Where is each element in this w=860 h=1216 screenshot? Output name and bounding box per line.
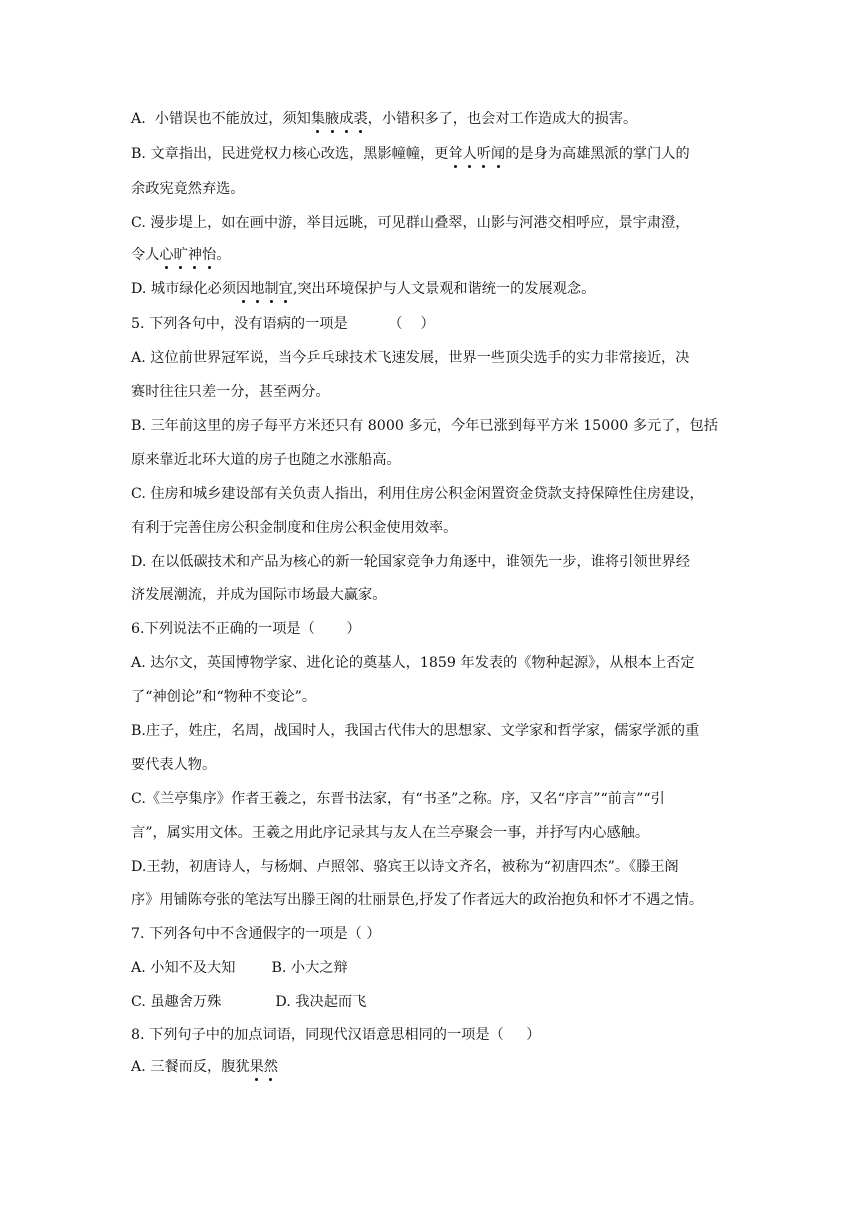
emphasis-dot-char: 果	[249, 1059, 264, 1075]
emphasis-dot-char: 闻	[491, 146, 506, 162]
line-text: D. 在以低碳技术和产品为核心的新一轮国家竞争力角逐中，谁领先一步，谁将引领世界经	[131, 554, 691, 570]
line-text: 赛时往往只差一分，甚至两分。	[131, 384, 330, 400]
text-line	[131, 1025, 736, 1045]
line-text: 有利于完善住房公积金制度和住房公积金使用效率。	[131, 520, 458, 536]
emphasis-dot-char: 耸	[448, 146, 463, 162]
line-text: A. 达尔文，英国博物学家、进化论的奠基人，1859 年发表的《物种起源》，从根本上否定	[131, 655, 695, 671]
line-text: 要代表人物。	[131, 757, 217, 773]
emphasis-dot-char: 人	[462, 146, 477, 162]
emphasized-phrase	[448, 146, 505, 162]
text-line	[131, 382, 736, 402]
text-line	[131, 450, 736, 470]
line-text: B. 三年前这里的房子每平方米还只有 8000 多元，今年已涨到每平方米 15000 多元了，包括	[131, 418, 718, 434]
emphasized-phrase	[311, 111, 368, 127]
line-text: C.《兰亭集序》作者王羲之，东晋书法家，有“书圣”之称。序，又名“序言”“前言”“引	[131, 791, 665, 807]
emphasis-dot-char: 地	[250, 281, 265, 297]
text-line	[131, 314, 736, 334]
line-text: C. 住房和城乡建设部有关负责人指出，利用住房公积金闲置资金贷款支持保障性住房建设，	[131, 486, 704, 502]
text-line	[131, 585, 736, 605]
text-line	[131, 279, 736, 299]
text-line	[131, 518, 736, 538]
line-text: A. 小知不及大知 B. 小大之辩	[131, 960, 348, 976]
emphasis-dot-char: 因	[236, 281, 251, 297]
text-line	[131, 1057, 736, 1077]
text-line	[131, 992, 736, 1012]
emphasis-dot-char: 然	[263, 1059, 278, 1075]
emphasis-dot-char: 心	[159, 247, 174, 263]
emphasis-dot-char: 裘	[353, 111, 368, 127]
text-line	[131, 823, 736, 843]
line-text: B.庄子，姓庄，名周，战国时人，我国古代伟大的思想家、文学家和哲学家，儒家学派的重	[131, 723, 700, 739]
emphasis-dot-char: 听	[476, 146, 491, 162]
text-line	[131, 789, 736, 809]
line-text: 令人	[131, 247, 160, 263]
emphasis-dot-char: 旷	[173, 247, 188, 263]
emphasis-dot-char: 神	[187, 247, 202, 263]
line-text: A. 这位前世界冠军说，当今乒乓球技术飞速发展，世界一些顶尖选手的实力非常接近，决	[131, 350, 690, 366]
line-text: C. 漫步堤上，如在画中游，举目远眺，可见群山叠翠，山影与河港交相呼应，景宇肃澄，	[131, 215, 690, 231]
line-text: 的是身为高雄黑派的掌门人的	[505, 146, 690, 162]
text-line	[131, 687, 736, 707]
text-line	[131, 109, 736, 129]
line-text: 。	[216, 247, 231, 263]
line-text: B. 文章指出，民进党权力核心改选，黑影幢幢，更	[131, 146, 449, 162]
text-line	[131, 179, 736, 199]
emphasis-dot-char: 集	[310, 111, 326, 127]
line-text: C. 虽趣舍万殊 D. 我决起而飞	[131, 994, 367, 1010]
emphasized-phrase	[159, 247, 216, 263]
line-text: ,突出环境保护与人文景观和谐统一的发展观念。	[292, 281, 596, 297]
text-line	[131, 144, 736, 164]
line-text: A. 小错误也不能放过，须知	[131, 111, 311, 127]
line-text: 序》用铺陈夸张的笔法写出滕王阁的壮丽景色,抒发了作者远大的政治抱负和怀才不遇之情。	[131, 892, 704, 908]
text-line	[131, 958, 736, 978]
line-text: 5. 下列各句中，没有语病的一项是 （ ）	[131, 316, 435, 332]
emphasis-dot-char: 宜	[278, 281, 293, 297]
line-text: 原来靠近北环大道的房子也随之水涨船高。	[131, 452, 401, 468]
emphasis-dot-char: 怡	[202, 247, 217, 263]
emphasized-phrase	[250, 1059, 278, 1075]
line-text: ，小错积多了，也会对工作造成大的损害。	[367, 111, 638, 127]
text-line	[131, 890, 736, 910]
emphasis-dot-char: 腋	[325, 111, 340, 127]
text-line	[131, 348, 736, 368]
text-line	[131, 552, 736, 572]
text-line	[131, 416, 736, 436]
text-line	[131, 245, 736, 265]
line-text: 余政宪竟然弃选。	[131, 181, 245, 197]
emphasis-dot-char: 成	[339, 111, 354, 127]
emphasis-dot-char: 制	[264, 281, 279, 297]
text-line	[131, 755, 736, 775]
line-text: 6.下列说法不正确的一项是（ ）	[131, 621, 361, 637]
text-line	[131, 857, 736, 877]
text-line	[131, 721, 736, 741]
line-text: 言”，属实用文体。王羲之用此序记录其与友人在兰亭聚会一事，并抒写内心感触。	[131, 825, 650, 841]
line-text: 7. 下列各句中不含通假字的一项是（ ）	[131, 926, 381, 942]
line-text: D. 城市绿化必须	[131, 281, 237, 297]
text-line	[131, 213, 736, 233]
text-line	[131, 653, 736, 673]
line-text: 了“神创论”和“物种不变论”。	[131, 689, 317, 705]
text-line	[131, 924, 736, 944]
emphasized-phrase	[236, 281, 293, 297]
line-text: 8. 下列句子中的加点词语，同现代汉语意思相同的一项是（ ）	[131, 1027, 541, 1043]
text-line	[131, 484, 736, 504]
text-line	[131, 619, 736, 639]
line-text: A. 三餐而反，腹犹	[131, 1059, 250, 1075]
line-text: 济发展潮流，并成为国际市场最大赢家。	[131, 587, 387, 603]
line-text: D.王勃，初唐诗人，与杨炯、卢照邻、骆宾王以诗文齐名，被称为“初唐四杰”。《滕王阁	[131, 859, 679, 875]
